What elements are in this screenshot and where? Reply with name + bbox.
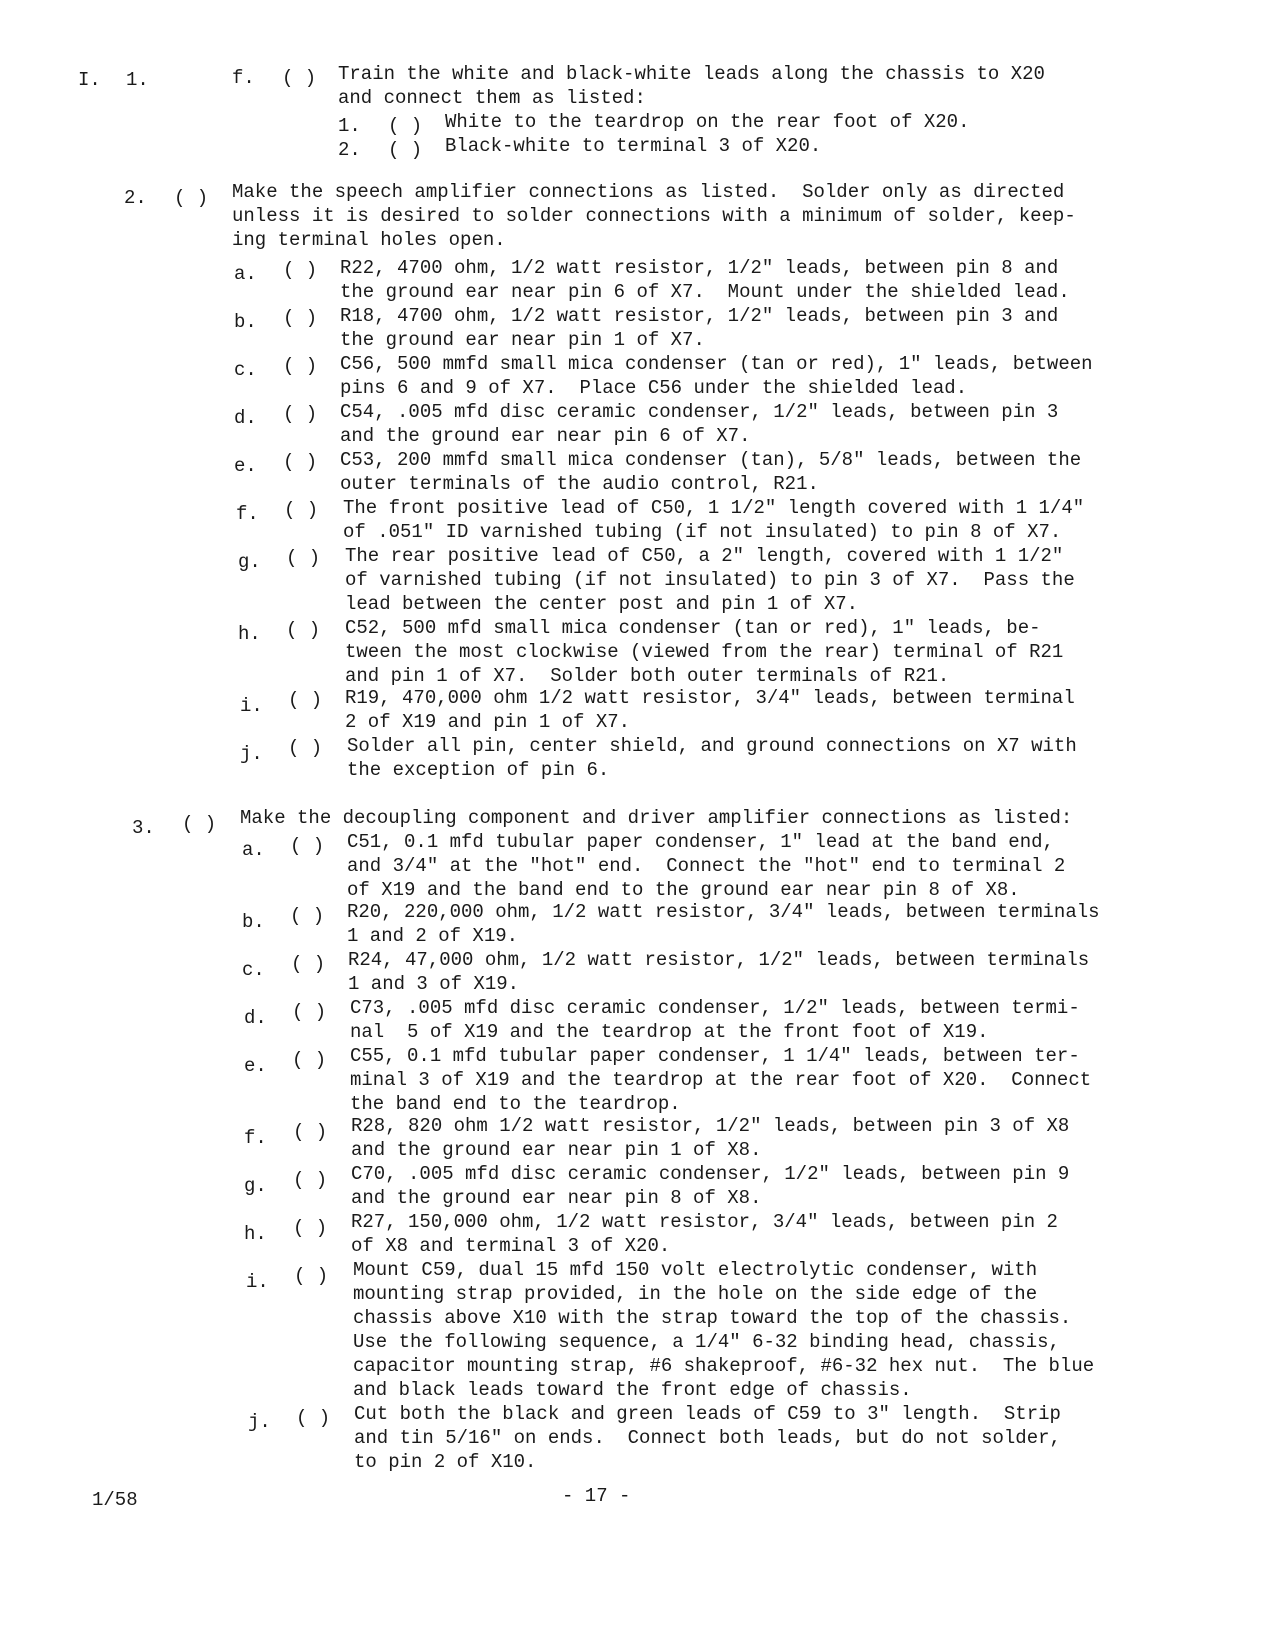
item-text: Solder all pin, center shield, and ground connections on X7 with the exception of pin 6. [347,735,1077,781]
checkbox[interactable]: ( ) [292,1001,327,1023]
item-label: a. [234,263,257,285]
checkbox[interactable]: ( ) [283,259,318,281]
item-label: g. [238,551,261,573]
checkbox[interactable]: ( ) [174,187,209,209]
step-text: Make the decoupling component and driver amplifier connections as listed: [240,807,1073,829]
item-label: d. [244,1007,267,1029]
section-number: 1. [126,69,149,91]
item-label: b. [234,311,257,333]
item-label: e. [244,1055,267,1077]
checkbox[interactable]: ( ) [293,1217,328,1239]
item-label: e. [234,455,257,477]
item-label: f. [232,67,255,89]
item-text: R18, 4700 ohm, 1/2 watt resistor, 1/2" leads, between pin 3 and the ground ear near pin 1 of X7. [340,305,1059,351]
checkbox[interactable]: ( ) [182,813,217,835]
sub-label: 1. [338,115,361,137]
checkbox[interactable]: ( ) [283,451,318,473]
item-label: b. [242,911,265,933]
item-label: a. [242,839,265,861]
item-text: R24, 47,000 ohm, 1/2 watt resistor, 1/2" leads, between terminals 1 and 3 of X19. [348,949,1090,995]
item-label: i. [246,1271,269,1293]
sub-text: Black-white to terminal 3 of X20. [445,135,822,157]
item-text: R20, 220,000 ohm, 1/2 watt resistor, 3/4" leads, between terminals 1 and 2 of X19. [347,901,1100,947]
checkbox[interactable]: ( ) [282,67,317,89]
item-text: R22, 4700 ohm, 1/2 watt resistor, 1/2" leads, between pin 8 and the ground ear near pin 6 of X7. Mount under the shielded lead. [340,257,1070,303]
checkbox[interactable]: ( ) [284,499,319,521]
checkbox[interactable]: ( ) [286,547,321,569]
step-number: 2. [124,187,147,209]
checkbox[interactable]: ( ) [296,1407,331,1429]
checkbox[interactable]: ( ) [286,619,321,641]
item-text: C55, 0.1 mfd tubular paper condenser, 1 1/4" leads, between ter- minal 3 of X19 and the teardrop at the rear foot of X20. Connect the band end to the teardrop. [350,1045,1092,1115]
checkbox[interactable]: ( ) [291,953,326,975]
item-label: f. [244,1127,267,1149]
item-label: c. [234,359,257,381]
item-label: j. [248,1411,271,1433]
checkbox[interactable]: ( ) [290,835,325,857]
checkbox[interactable]: ( ) [283,403,318,425]
checkbox[interactable]: ( ) [293,1169,328,1191]
page-number: - 17 - [562,1485,631,1507]
item-label: g. [244,1175,267,1197]
item-text: C53, 200 mmfd small mica condenser (tan), 5/8" leads, between the outer terminals of the audio control, R21. [340,449,1082,495]
item-text: Cut both the black and green leads of C59 to 3" length. Strip and tin 5/16" on ends. Connect both leads, but do not solder, to pin 2 of X10. [354,1403,1061,1473]
item-text: C73, .005 mfd disc ceramic condenser, 1/2" leads, between termi- nal 5 of X19 and the teardrop at the front foot of X19. [350,997,1080,1043]
item-text: Mount C59, dual 15 mfd 150 volt electrolytic condenser, with mounting strap provided, in the hole on the side edge of the chassis above X10 with the strap toward the top of the chassis. Use the following sequence, a 1/4" 6-32 binding head, chassis, capacitor mounting strap, #6 shakeproof, #6-32 hex nut. The blue and black leads toward the front edge of chassis. [353,1259,1095,1401]
item-text: C52, 500 mfd small mica condenser (tan or red), 1" leads, be- tween the most clockwise (viewed from the rear) terminal of R21 and pin 1 of X7. Solder both outer terminals of R21. [345,617,1064,687]
item-label: j. [240,743,263,765]
sub-label: 2. [338,139,361,161]
item-text: C51, 0.1 mfd tubular paper condenser, 1" lead at the band end, and 3/4" at the "hot" end. Connect the "hot" end to terminal 2 of X19 and the band end to the ground ear near pin 8 of X8. [347,831,1066,901]
sub-text: White to the teardrop on the rear foot of X20. [445,111,970,133]
item-text: The rear positive lead of C50, a 2" length, covered with 1 1/2" of varnished tubing (if not insulated) to pin 3 of X7. Pass the lead between the center post and pin 1 of X7. [345,545,1075,615]
item-text: Train the white and black-white leads along the chassis to X20 and connect them as listed: [338,63,1045,109]
item-text: R19, 470,000 ohm 1/2 watt resistor, 3/4" leads, between terminal 2 of X19 and pin 1 of X7. [345,687,1075,733]
footer-date: 1/58 [92,1489,138,1511]
step-text: Make the speech amplifier connections as listed. Solder only as directed unless it is desired to solder connections with a minimum of solder, keep- ing terminal holes open. [232,181,1076,251]
checkbox[interactable]: ( ) [293,1121,328,1143]
item-text: C54, .005 mfd disc ceramic condenser, 1/2" leads, between pin 3 and the ground ear near pin 6 of X7. [340,401,1059,447]
item-text: R27, 150,000 ohm, 1/2 watt resistor, 3/4" leads, between pin 2 of X8 and terminal 3 of X20. [351,1211,1058,1257]
item-text: The front positive lead of C50, 1 1/2" length covered with 1 1/4" of .051" ID varnished tubing (if not insulated) to pin 8 of X7. [343,497,1085,543]
item-label: d. [234,407,257,429]
checkbox[interactable]: ( ) [294,1265,329,1287]
item-label: i. [240,695,263,717]
checkbox[interactable]: ( ) [388,139,423,161]
item-label: h. [244,1223,267,1245]
checkbox[interactable]: ( ) [288,737,323,759]
checkbox[interactable]: ( ) [292,1049,327,1071]
checkbox[interactable]: ( ) [290,905,325,927]
checkbox[interactable]: ( ) [283,355,318,377]
section-roman: I. [78,69,101,91]
checkbox[interactable]: ( ) [283,307,318,329]
checkbox[interactable]: ( ) [288,689,323,711]
item-text: R28, 820 ohm 1/2 watt resistor, 1/2" leads, between pin 3 of X8 and the ground ear near pin 1 of X8. [351,1115,1070,1161]
item-label: f. [236,503,259,525]
item-text: C70, .005 mfd disc ceramic condenser, 1/2" leads, between pin 9 and the ground ear near pin 8 of X8. [351,1163,1070,1209]
item-label: h. [238,623,261,645]
item-text: C56, 500 mmfd small mica condenser (tan or red), 1" leads, between pins 6 and 9 of X7. Place C56 under the shielded lead. [340,353,1093,399]
checkbox[interactable]: ( ) [388,115,423,137]
step-number: 3. [132,817,155,839]
item-label: c. [242,959,265,981]
